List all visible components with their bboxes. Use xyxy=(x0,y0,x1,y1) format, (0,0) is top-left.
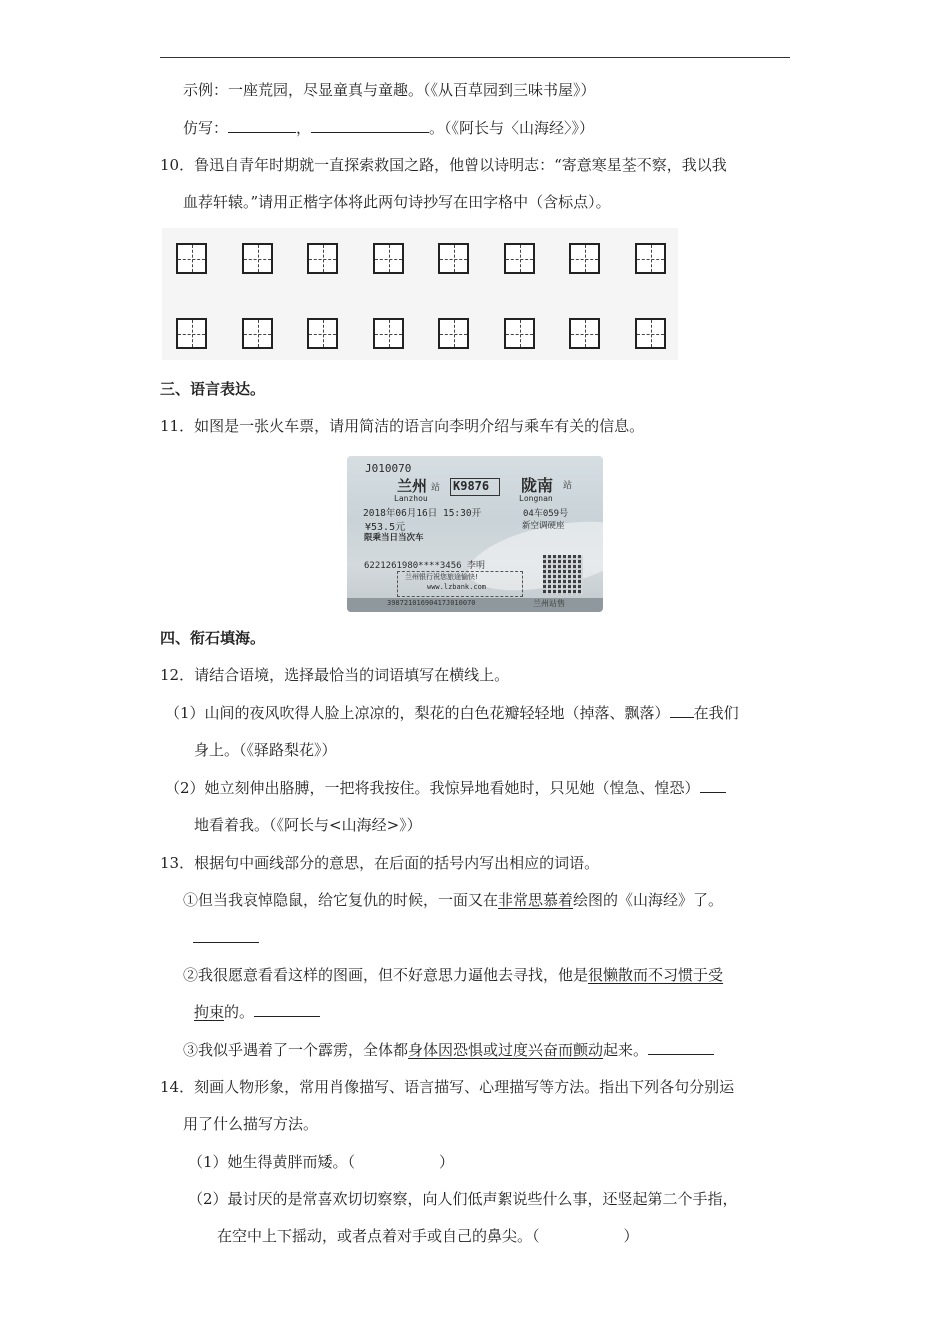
tianzige-guide-vertical xyxy=(323,245,324,272)
ticket-to-pinyin: Longnan xyxy=(519,494,553,503)
tianzige-guide-vertical xyxy=(258,320,259,347)
tianzige-guide-vertical xyxy=(520,320,521,347)
ticket-seat-type: 新空调硬座 xyxy=(522,521,565,531)
tianzige-guide-vertical xyxy=(258,245,259,272)
q13-2-line2 xyxy=(194,1002,320,1022)
q14-2-line2 xyxy=(217,1226,639,1246)
tianzige-grid-area xyxy=(162,228,678,360)
tianzige-guide-vertical xyxy=(651,320,652,347)
ticket-station-char-1: 站 xyxy=(431,483,441,493)
tianzige-box[interactable] xyxy=(569,318,600,349)
q12-text: 12．请结合语境，选择最恰当的词语填写在横线上。 xyxy=(160,666,510,684)
ticket-price: ¥53.5元 xyxy=(365,522,406,533)
tianzige-box[interactable] xyxy=(635,243,666,274)
tianzige-box[interactable] xyxy=(569,243,600,274)
ticket-datetime: 2018年06月16日 15:30开 xyxy=(363,508,482,519)
section-3-heading: 三、语言表达。 xyxy=(160,380,266,398)
q14-1-close: ） xyxy=(439,1153,455,1171)
tianzige-box[interactable] xyxy=(438,243,469,274)
q14-2-line1: （2）最讨厌的是常喜欢切切察察，向人们低声絮说些什么事，还竖起第二个手指， xyxy=(188,1190,738,1208)
tianzige-box[interactable] xyxy=(307,243,338,274)
q13-3-line xyxy=(183,1040,714,1060)
ticket-bank-url: www.lzbank.com xyxy=(427,583,487,591)
q12-1-text: （1）山间的夜风吹得人脸上凉凉的，梨花的白色花瓣轻轻地（掉落、飘落） xyxy=(165,704,670,722)
tianzige-box[interactable] xyxy=(307,318,338,349)
example-sentence: 示例：一座荒园，尽显童真与童趣。（《从百草园到三味书屋》） xyxy=(183,81,596,99)
tianzige-guide-vertical xyxy=(192,245,193,272)
q12-1-line1 xyxy=(165,703,739,723)
imitation-blank-1[interactable] xyxy=(228,118,296,133)
ticket-train-number: K9876 xyxy=(453,479,490,493)
tianzige-box[interactable] xyxy=(176,318,207,349)
ticket-seat: 04车059号 xyxy=(523,509,569,519)
q13-3-pre: ③我似乎遇着了一个霹雳，全体都 xyxy=(183,1041,409,1059)
q13-2-underlined-2: 拘束 xyxy=(194,1003,225,1021)
train-ticket-image xyxy=(347,456,603,612)
tianzige-box[interactable] xyxy=(176,243,207,274)
q13-1-pre: ①但当我哀悼隐鼠，给它复仇的时候，一面又在 xyxy=(183,891,499,909)
q12-1-blank[interactable] xyxy=(670,703,694,718)
tianzige-box[interactable] xyxy=(438,318,469,349)
q13-2-post: 的。 xyxy=(224,1003,255,1021)
q13-2-underlined-1: 很懒散而不习惯于受 xyxy=(588,966,724,984)
imitation-blank-2[interactable] xyxy=(311,118,429,133)
ticket-to-station: 陇南 xyxy=(521,476,554,495)
q12-2-text: （2）她立刻伸出胳膊，一把将我按住。我惊异地看她时，只见她（惶急、惶恐） xyxy=(165,779,700,797)
section-4-heading: 四、衔石填海。 xyxy=(160,629,266,647)
tianzige-guide-vertical xyxy=(389,245,390,272)
q13-2-line1 xyxy=(183,965,723,985)
q14-text-line2: 用了什么描写方法。 xyxy=(183,1115,319,1133)
q14-1-text: （1）她生得黄胖而矮。（ xyxy=(188,1153,356,1171)
q13-1-line xyxy=(183,890,723,910)
tianzige-guide-vertical xyxy=(585,245,586,272)
tianzige-guide-vertical xyxy=(192,320,193,347)
ticket-bank-slogan: 兰州银行祝您旅途愉快! xyxy=(405,573,478,581)
qr-code-pattern xyxy=(543,555,583,595)
q10-text-line1: 10．鲁迅自青年时期就一直探索救国之路，他曾以诗明志：“寄意寒星荃不察，我以我 xyxy=(160,156,727,174)
ticket-sold-at: 兰州站售 xyxy=(533,599,565,608)
q14-2-close: ） xyxy=(623,1227,639,1245)
tianzige-guide-vertical xyxy=(651,245,652,272)
q14-text-line1: 14．刻画人物形象，常用肖像描写、语言描写、心理描写等方法。指出下列各句分别运 xyxy=(160,1078,735,1096)
tianzige-box[interactable] xyxy=(242,318,273,349)
q14-2-text: 在空中上下摇动，或者点着对手或自己的鼻尖。（ xyxy=(217,1227,540,1245)
q12-1-line2: 身上。（《驿路梨花》） xyxy=(194,741,337,759)
tianzige-box[interactable] xyxy=(373,318,404,349)
tianzige-guide-vertical xyxy=(389,320,390,347)
imitation-line xyxy=(183,118,594,138)
q13-1-underlined: 非常思慕着 xyxy=(498,891,574,909)
ticket-id-name: 6221261980****3456 李明 xyxy=(364,561,485,571)
q13-3-answer-blank[interactable] xyxy=(648,1040,714,1055)
ticket-station-char-2: 站 xyxy=(563,481,573,491)
tianzige-guide-vertical xyxy=(585,320,586,347)
q13-text: 13．根据句中画线部分的意思，在后面的括号内写出相应的词语。 xyxy=(160,854,600,872)
top-divider xyxy=(160,57,790,58)
tianzige-box[interactable] xyxy=(504,318,535,349)
q12-2-line1 xyxy=(165,778,726,798)
imitation-source: 。（《阿长与〈山海经〉》） xyxy=(429,119,595,137)
q11-text: 11．如图是一张火车票，请用简洁的语言向李明介绍与乘车有关的信息。 xyxy=(160,417,645,435)
tianzige-guide-vertical xyxy=(520,245,521,272)
q13-3-underlined: 身体因恐惧或过度兴奋而颤动 xyxy=(408,1041,604,1059)
q10-text-line2: 血荐轩辕。”请用正楷字体将此两句诗抄写在田字格中（含标点）。 xyxy=(183,193,611,211)
ticket-from-pinyin: Lanzhou xyxy=(394,494,428,503)
tianzige-guide-vertical xyxy=(454,245,455,272)
ticket-serial: 39872101690417J010070 xyxy=(387,599,476,607)
tianzige-box[interactable] xyxy=(373,243,404,274)
ticket-validity: 限乘当日当次车 xyxy=(364,533,424,543)
imitation-comma: ， xyxy=(296,119,312,137)
tianzige-box[interactable] xyxy=(635,318,666,349)
q13-2-answer-blank[interactable] xyxy=(254,1002,320,1017)
imitation-label: 仿写： xyxy=(183,119,229,137)
tianzige-box[interactable] xyxy=(242,243,273,274)
q13-2-pre: ②我很愿意看看这样的图画，但不好意思力逼他去寻找，他是 xyxy=(183,966,589,984)
ticket-code: J010070 xyxy=(365,462,412,475)
tianzige-guide-vertical xyxy=(454,320,455,347)
q13-1-answer-blank[interactable] xyxy=(193,928,259,943)
q12-2-line2: 地看着我。（《阿长与<山海经>》） xyxy=(194,816,422,834)
q13-3-post: 起来。 xyxy=(603,1041,649,1059)
q12-2-blank[interactable] xyxy=(700,778,726,793)
q14-1-line xyxy=(188,1152,454,1172)
ticket-from-station: 兰州 xyxy=(397,477,428,495)
tianzige-guide-vertical xyxy=(323,320,324,347)
tianzige-box[interactable] xyxy=(504,243,535,274)
q13-1-post: 绘图的《山海经》了。 xyxy=(573,891,724,909)
q12-1-after: 在我们 xyxy=(693,704,739,722)
